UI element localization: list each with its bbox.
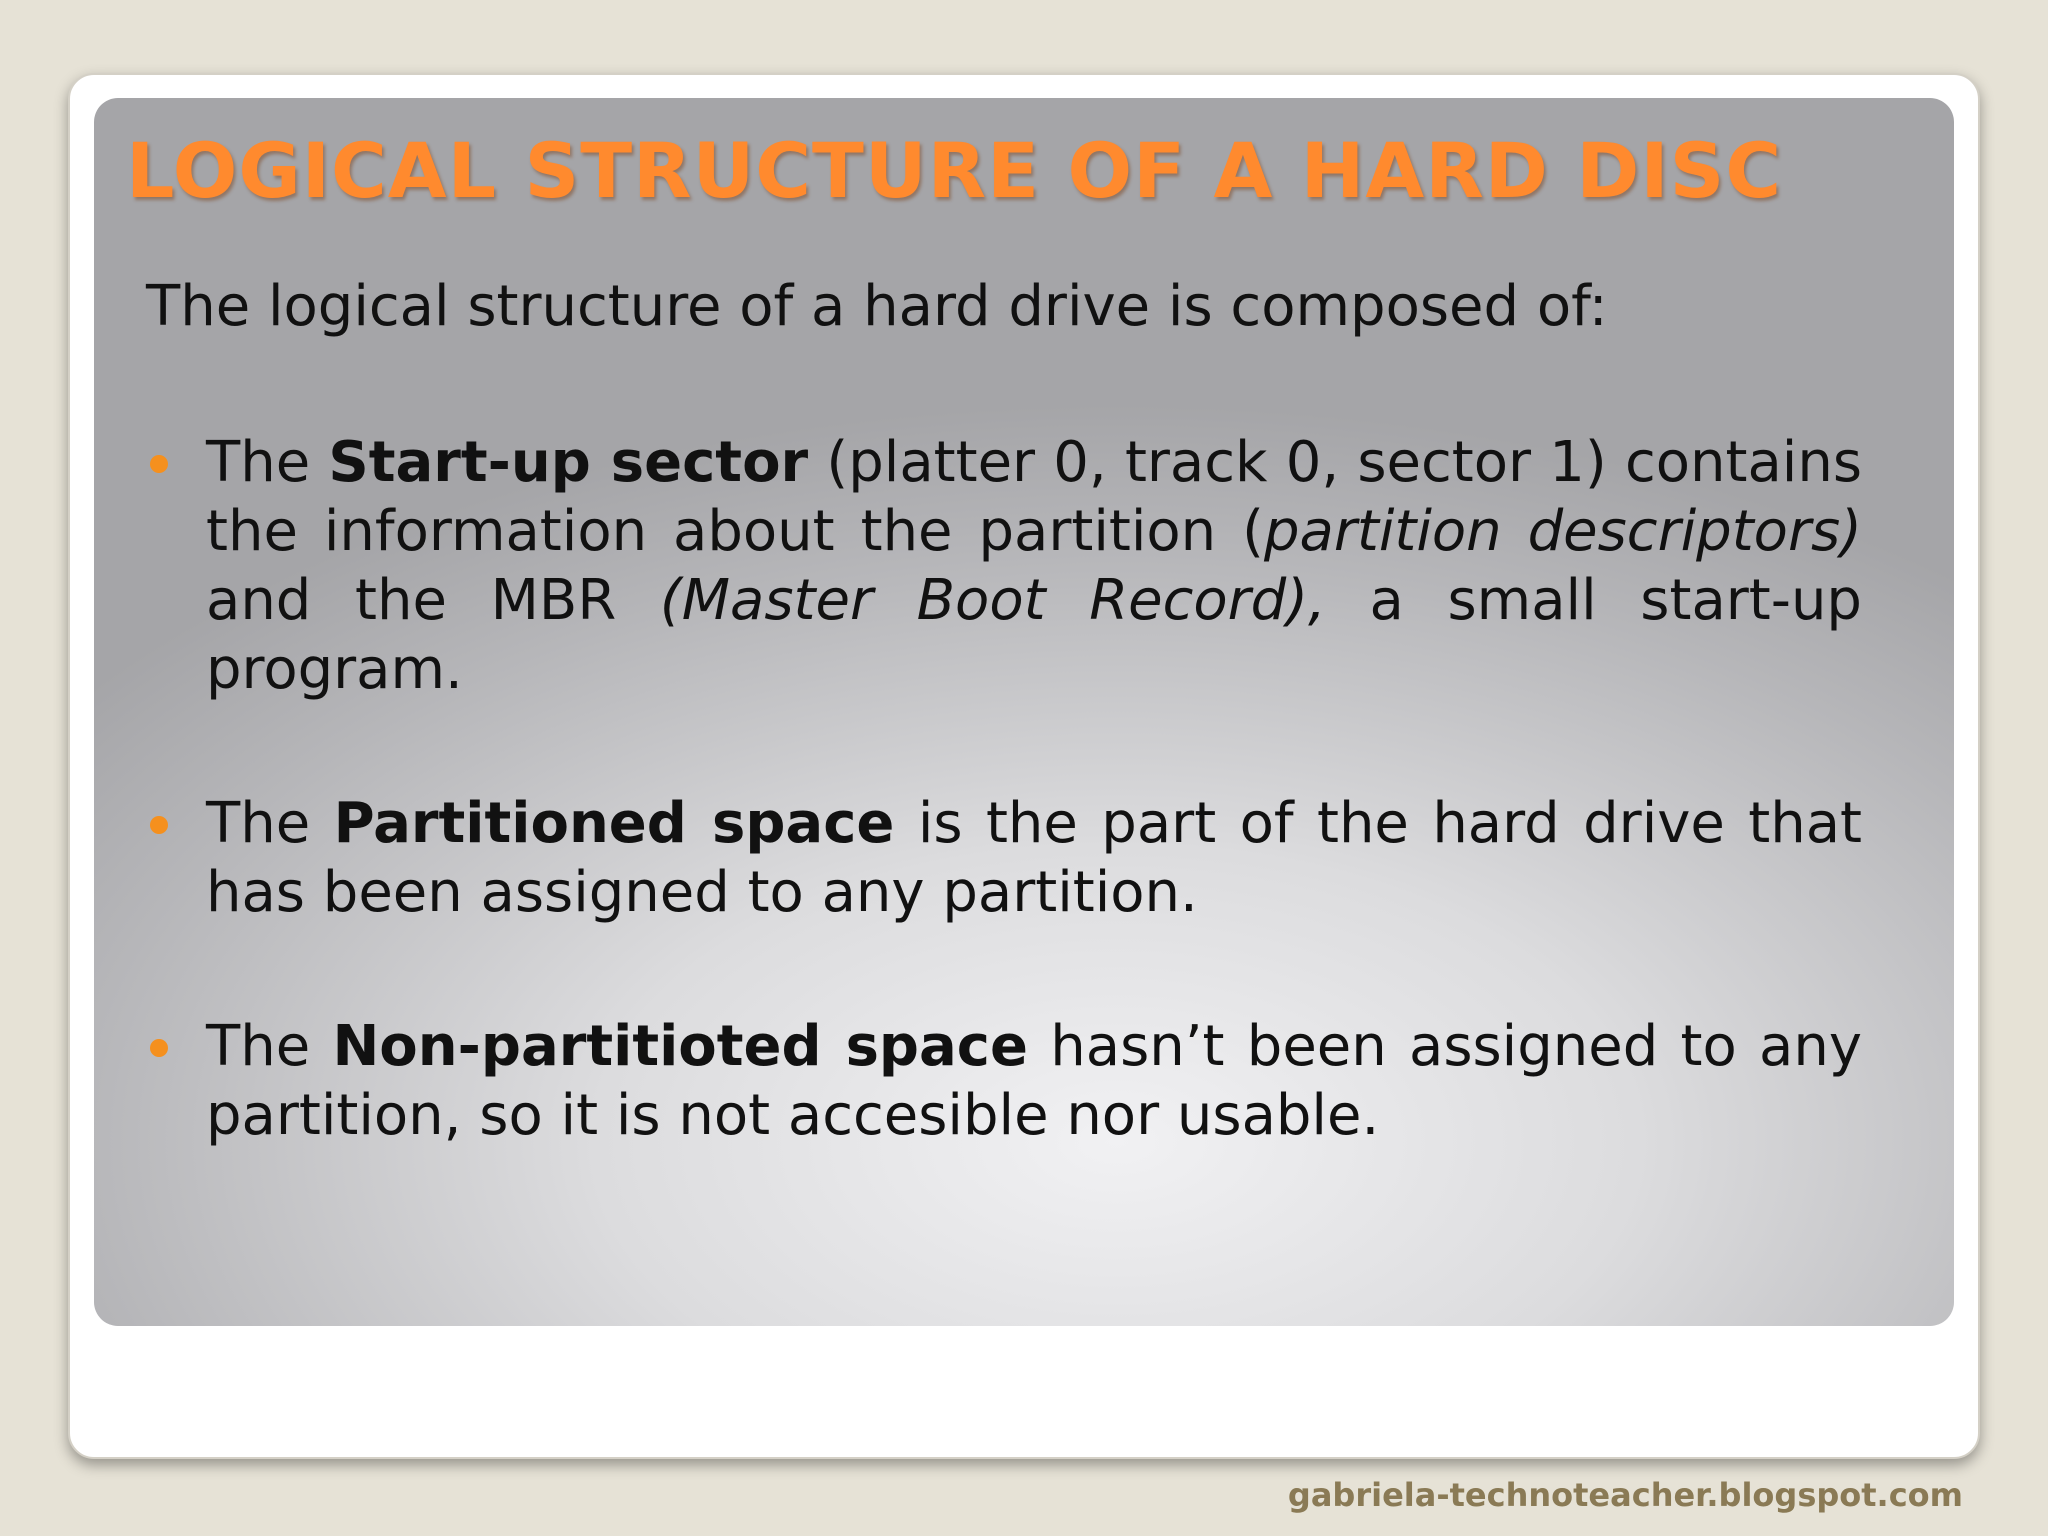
bullet-text: The <box>206 430 329 495</box>
bullet-text: (platter 0, track 0, sector 1) contains the information about the partition ( <box>206 430 1863 564</box>
bullet-text: is the part of the hard drive that has been assigned to any partition. <box>206 791 1863 925</box>
bullet-text: The <box>206 791 334 856</box>
footer-watermark: gabriela-technoteacher.blogspot.com <box>1287 1476 1963 1514</box>
bullet-partitioned-space <box>146 789 1862 927</box>
bullet-text: The <box>206 1014 333 1079</box>
bullet-non-partitioned-space <box>146 1012 1862 1150</box>
bullet-term: Partitioned space <box>333 791 895 856</box>
bullet-term: Non-partitioted space <box>332 1014 1028 1079</box>
bullet-italic: partition descriptors) <box>1263 499 1862 564</box>
slide-content-panel <box>94 98 1954 1326</box>
bullet-text: a small start-up program. <box>206 568 1862 702</box>
bullet-dot-icon <box>150 1039 168 1057</box>
bullet-term: Start-up sector <box>328 430 809 495</box>
slide-title: LOGICAL STRUCTURE OF A HARD DISC <box>126 126 1783 215</box>
bullet-text: and the MBR <box>206 568 660 633</box>
bullet-dot-icon <box>150 816 168 834</box>
bullet-italic: (Master Boot Record), <box>659 568 1326 633</box>
slide-intro: The logical structure of a hard drive is composed of: <box>146 274 1608 339</box>
bullet-text: hasn’t been assigned to any partition, so it is not accesible nor usable. <box>206 1014 1863 1148</box>
bullet-dot-icon <box>150 455 168 473</box>
bullet-startup-sector <box>146 428 1862 704</box>
bullet-list <box>146 428 1862 1235</box>
